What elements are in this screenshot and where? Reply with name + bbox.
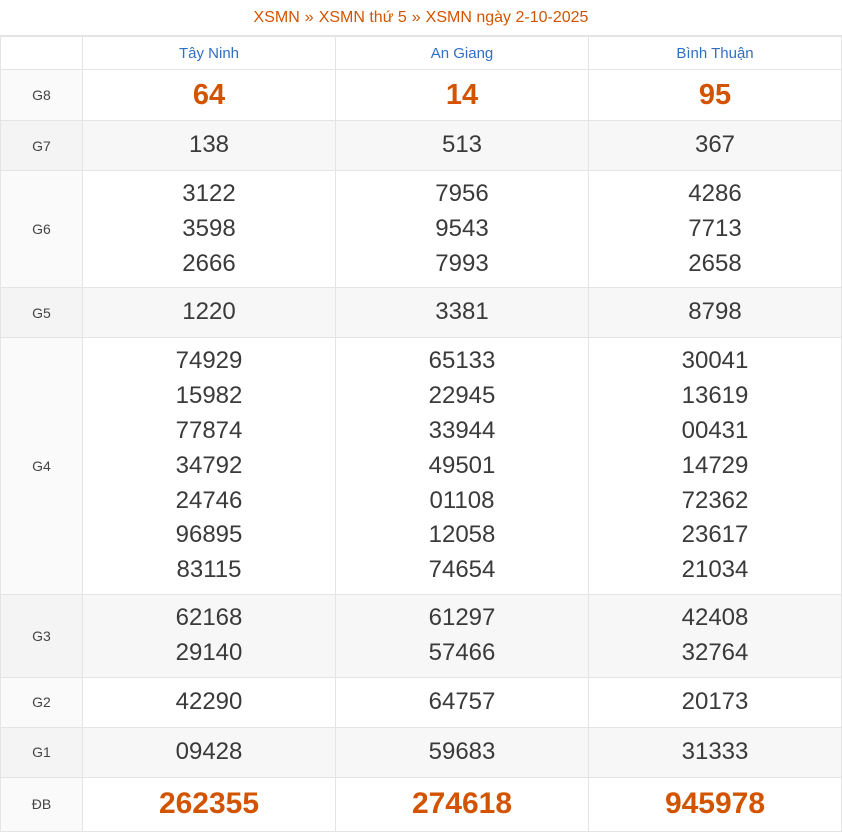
prize-number: 3122 xyxy=(182,180,236,207)
prize-number: 32764 xyxy=(681,638,749,666)
breadcrumb-item-2[interactable]: XSMN ngày 2-10-2025 xyxy=(425,8,589,26)
prize-number: 49501 xyxy=(428,451,496,479)
prize-label-g8: G8 xyxy=(1,70,83,121)
prize-number: 22945 xyxy=(428,382,496,410)
prize-number: 3381 xyxy=(435,298,489,326)
prize-cell-g5-tay-ninh xyxy=(83,288,336,338)
prize-number: 7993 xyxy=(435,249,489,277)
prize-number: 513 xyxy=(441,131,483,159)
table-row-db xyxy=(1,777,842,831)
prize-label-g3: G3 xyxy=(1,594,83,677)
prize-cell-g5-binh-thuan xyxy=(589,288,842,338)
prize-cell-g2-binh-thuan xyxy=(589,677,842,727)
table-row-g3 xyxy=(1,594,842,677)
prize-number: 77874 xyxy=(175,416,243,444)
table-row-g2 xyxy=(1,677,842,727)
prize-number: 42290 xyxy=(175,687,243,715)
table-header-row xyxy=(1,37,842,70)
prize-cell-g1-an-giang xyxy=(336,727,589,777)
table-corner-cell xyxy=(1,37,83,70)
prize-number: 96895 xyxy=(175,521,243,549)
prize-cell-g6-tay-ninh xyxy=(83,171,336,288)
prize-cell-g5-an-giang xyxy=(336,288,589,338)
prize-number: 14 xyxy=(445,78,479,111)
breadcrumb xyxy=(0,0,842,36)
prize-label-g7: G7 xyxy=(1,121,83,171)
prize-number: 4286 xyxy=(688,180,742,207)
prize-number: 72362 xyxy=(681,486,749,514)
prize-number: 74654 xyxy=(428,556,496,584)
breadcrumb-separator-0: » xyxy=(304,8,314,26)
prize-number: 9543 xyxy=(435,214,489,242)
prize-number: 61297 xyxy=(428,603,496,631)
prize-number: 14729 xyxy=(681,451,749,479)
prize-number: 42408 xyxy=(681,603,749,631)
prize-cell-g1-binh-thuan xyxy=(589,727,842,777)
prize-cell-g6-binh-thuan xyxy=(589,171,842,288)
prize-number: 59683 xyxy=(428,737,496,765)
prize-cell-g4-tay-ninh xyxy=(83,338,336,595)
prize-cell-g3-an-giang xyxy=(336,594,589,677)
prize-label-g6: G6 xyxy=(1,171,83,288)
prize-number: 7713 xyxy=(688,214,742,242)
prize-cell-g6-an-giang xyxy=(336,171,589,288)
table-row-g5 xyxy=(1,288,842,338)
prize-number: 64 xyxy=(192,78,226,111)
prize-label-g2: G2 xyxy=(1,677,83,727)
prize-label-g5: G5 xyxy=(1,288,83,338)
table-row-g8 xyxy=(1,70,842,121)
prize-number: 23617 xyxy=(681,521,749,549)
prize-number: 24746 xyxy=(175,486,243,514)
prize-number: 00431 xyxy=(681,416,749,444)
prize-number: 09428 xyxy=(175,737,243,765)
prize-number: 13619 xyxy=(681,382,749,410)
prize-number: 34792 xyxy=(175,451,243,479)
prize-cell-g8-an-giang xyxy=(336,70,589,121)
prize-number: 138 xyxy=(188,131,230,159)
prize-number: 30041 xyxy=(681,347,749,375)
prize-cell-g4-an-giang xyxy=(336,338,589,595)
breadcrumb-separator-1: » xyxy=(411,8,421,26)
prize-number: 20173 xyxy=(681,687,749,715)
prize-number: 57466 xyxy=(428,638,496,666)
province-header-tay-ninh[interactable]: Tây Ninh xyxy=(83,37,336,70)
prize-number: 64757 xyxy=(428,687,496,715)
prize-cell-g3-tay-ninh xyxy=(83,594,336,677)
prize-number: 21034 xyxy=(681,556,749,584)
prize-cell-db-an-giang xyxy=(336,777,589,831)
prize-number: 01108 xyxy=(429,486,495,514)
prize-cell-g7-tay-ninh xyxy=(83,121,336,171)
prize-number: 74929 xyxy=(175,347,243,375)
prize-label-db: ĐB xyxy=(1,777,83,831)
prize-cell-g7-an-giang xyxy=(336,121,589,171)
prize-number: 31333 xyxy=(681,737,749,765)
prize-cell-g3-binh-thuan xyxy=(589,594,842,677)
prize-number: 62168 xyxy=(175,603,243,631)
prize-cell-g8-binh-thuan xyxy=(589,70,842,121)
lottery-results-table xyxy=(0,36,842,832)
prize-cell-g2-an-giang xyxy=(336,677,589,727)
prize-number: 15982 xyxy=(175,382,243,410)
prize-number: 83115 xyxy=(176,556,242,584)
table-row-g4 xyxy=(1,338,842,595)
prize-number: 29140 xyxy=(175,638,243,666)
breadcrumb-item-0[interactable]: XSMN xyxy=(253,8,300,26)
prize-number: 12058 xyxy=(428,521,496,549)
prize-cell-g1-tay-ninh xyxy=(83,727,336,777)
prize-number: 945978 xyxy=(664,787,766,821)
prize-number: 262355 xyxy=(158,787,260,821)
prize-cell-g4-binh-thuan xyxy=(589,338,842,595)
table-header xyxy=(1,37,842,70)
prize-number: 65133 xyxy=(428,347,496,375)
province-header-an-giang[interactable]: An Giang xyxy=(336,37,589,70)
prize-cell-db-tay-ninh xyxy=(83,777,336,831)
prize-number: 2658 xyxy=(688,249,742,277)
prize-label-g4: G4 xyxy=(1,338,83,595)
prize-cell-db-binh-thuan xyxy=(589,777,842,831)
prize-number: 8798 xyxy=(688,298,742,326)
table-row-g7 xyxy=(1,121,842,171)
prize-number: 95 xyxy=(698,78,732,111)
prize-cell-g2-tay-ninh xyxy=(83,677,336,727)
breadcrumb-item-1[interactable]: XSMN thứ 5 xyxy=(318,8,407,26)
prize-cell-g7-binh-thuan xyxy=(589,121,842,171)
table-row-g1 xyxy=(1,727,842,777)
prize-number: 1220 xyxy=(182,298,236,326)
prize-number: 3598 xyxy=(182,214,236,242)
table-body xyxy=(1,70,842,832)
table-row-g6 xyxy=(1,171,842,288)
prize-number: 33944 xyxy=(428,416,496,444)
prize-cell-g8-tay-ninh xyxy=(83,70,336,121)
prize-number: 7956 xyxy=(435,180,489,207)
prize-number: 2666 xyxy=(182,249,236,277)
prize-label-g1: G1 xyxy=(1,727,83,777)
prize-number: 367 xyxy=(694,131,736,159)
province-header-binh-thuan[interactable]: Bình Thuận xyxy=(589,37,842,70)
prize-number: 274618 xyxy=(411,787,513,821)
